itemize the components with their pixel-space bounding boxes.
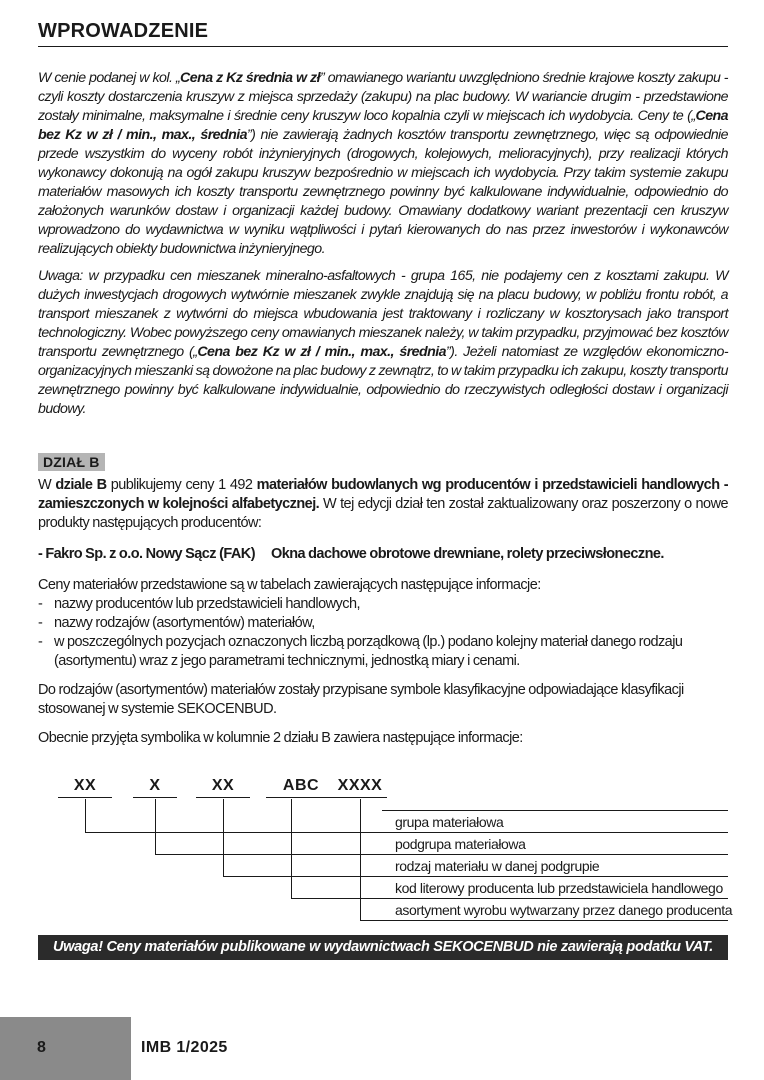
emphasis-text: Cena bez Kz w zł / min., max., średnia [197, 344, 446, 360]
section-paragraph-1 [38, 476, 728, 533]
code-kind: XX [211, 777, 235, 794]
list-item: - w poszczególnych pozycjach oznaczonych liczbą porządkową (lp.) podano kolejny materiał danego rodzaju (asortymentu) wraz z jego parametrami technicznymi, jednostką miary i cenami. [38, 633, 728, 671]
section-paragraph-2: Ceny materiałów przedstawione są w tabelach zawierających następujące informacje: [38, 577, 541, 593]
code-description: rodzaj materiału w danej podgrupie [395, 858, 600, 874]
section-paragraph-4: Obecnie przyjęta symbolika w kolumnie 2 działu B zawiera następujące informacje: [38, 730, 523, 746]
connector-line [382, 810, 728, 811]
page-footer [0, 1017, 764, 1080]
text-run: W tej edycji dział ten został zaktualizowany oraz poszerzony o nowe produkty następujących producentów: [38, 496, 728, 531]
code-underline [196, 797, 250, 798]
vat-notice: Uwaga! Ceny materiałów publikowane w wydawnictwach SEKOCENBUD nie zawierają podatku VAT. [38, 935, 728, 960]
page-number: 8 [37, 1039, 46, 1056]
intro-paragraph-1 [38, 69, 728, 259]
section-tag: DZIAŁ B [38, 453, 105, 471]
connector-line [155, 799, 156, 854]
intro-paragraph-2 [38, 267, 728, 419]
page-title: WPROWADZENIE [38, 20, 728, 47]
code-description: kod literowy producenta lub przedstawiciela handlowego [395, 880, 723, 896]
producent-entry [38, 545, 728, 564]
code-subgroup: X [149, 777, 161, 794]
emphasis-text: dziale B [55, 477, 107, 493]
producent-name: - Fakro Sp. z o.o. Nowy Sącz (FAK) [38, 546, 255, 562]
connector-line [291, 799, 292, 898]
code-underline [133, 797, 177, 798]
code-producer: ABC [282, 777, 320, 794]
connector-line [291, 898, 728, 899]
code-underline [266, 797, 336, 798]
emphasis-text: Cena bez Kz w zł / min., max., średnia [38, 108, 728, 143]
page-content [38, 20, 728, 748]
text-run: publikujemy ceny 1 492 [106, 477, 257, 493]
code-description: asortyment wyrobu wytwarzany przez danego producenta [395, 902, 733, 918]
code-assortment: XXXX [337, 777, 383, 794]
text-run: ” omawianego wariantu uwzględniono średnie krajowe koszty zakupu - czyli koszty dostarczenia kruszyw z miejsca sprzedaży (zakupu) na plac budowy. W wariancie drugim - przedstawione zostały minimalne, maksymalne i średnie ceny kruszyw loco kopalnia czyli w miejscach ich wydobycia. Ceny te („ [38, 70, 728, 124]
connector-line [223, 799, 224, 876]
connector-line [85, 799, 86, 832]
connector-line [223, 876, 728, 877]
producent-products: Okna dachowe obrotowe drewniane, rolety przeciwsłoneczne. [270, 546, 664, 562]
page-number-box [0, 1017, 131, 1080]
emphasis-text: Cena z Kz średnia w zł [180, 70, 320, 86]
list-item: - nazwy producentów lub przedstawicieli handlowych, [38, 595, 728, 614]
code-group: XX [73, 777, 97, 794]
emphasis-text: materiałów budowlanych wg producentów i przedstawicieli handlowych - zamieszczonych w kolejności alfabetycznej. [38, 477, 728, 512]
connector-line [85, 832, 728, 833]
text-run: ”). Jeżeli natomiast ze względów ekonomiczno-organizacyjnych mieszanki są dowożone na plac budowy z zewnątrz, to w takim przypadku ich zakupu, koszty transportu zewnętrznego powinny być kalkulowane indywidualnie, odpowiednio do rzeczywistych odległości dostaw i organizacji budowy. [38, 344, 728, 417]
intro-section [38, 69, 728, 419]
info-list [38, 595, 728, 671]
text-run: Uwaga: w przypadku cen mieszanek mineralno-asfaltowych - grupa 165, nie podajemy cen z kosztami zakupu. W dużych inwestycjach drogowych wytwórnie mieszanek zwykle znajdują się na placu budowy, w pobliżu frontu robót, a transport mieszanek z wytwórni do miejsca wbudowania jest traktowany i rozliczany w kosztorysach jako transport technologiczny. Wobec powyższego ceny omawianych mieszanek należy, w takim przypadku, przyjmować bez kosztów transportu zewnętrznego („ [38, 268, 728, 360]
text-run: W [38, 477, 56, 493]
connector-line [155, 854, 728, 855]
issue-label: IMB 1/2025 [141, 1039, 228, 1056]
section-paragraph-3: Do rodzajów (asortymentów) materiałów zostały przypisane symbole klasyfikacyjne odpowiadające klasyfikacji stosowanej w systemie SEKOCENBUD. [38, 682, 684, 717]
code-underline [58, 797, 112, 798]
connector-line [360, 920, 728, 921]
section-body [38, 476, 728, 748]
list-item: - nazwy rodzajów (asortymentów) materiałów, [38, 614, 728, 633]
code-underline [333, 797, 387, 798]
connector-line [360, 799, 361, 920]
code-description: podgrupa materiałowa [395, 836, 526, 852]
symbolics-diagram [38, 777, 733, 922]
text-run: W cenie podanej w kol. „ [38, 70, 181, 86]
code-description: grupa materiałowa [395, 814, 504, 830]
text-run: ”) nie zawierają żadnych kosztów transportu zewnętrznego, więc są odpowiednie przede wszystkim do wyceny robót inżynieryjnych (drogowych, kolejowych, melioracyjnych), przy realizacji których wykonawcy dokonują na ogół zakupu kruszyw bezpośrednio w miejscach ich wydobycia. Przy takim systemie zakupu materiałów masowych ich koszty transportu zewnętrznego powinny być kalkulowane indywidualnie, odpowiednio do założonych warunków dostaw i organizacji każdej budowy. Omawiany dodatkowy wariant prezentacji cen kruszyw wprowadzono do wydawnictwa w wyniku wątpliwości i pytań kierowanych do nas przez inwestorów i wykonawców realizujących obiekty budownictwa inżynieryjnego. [38, 127, 728, 257]
